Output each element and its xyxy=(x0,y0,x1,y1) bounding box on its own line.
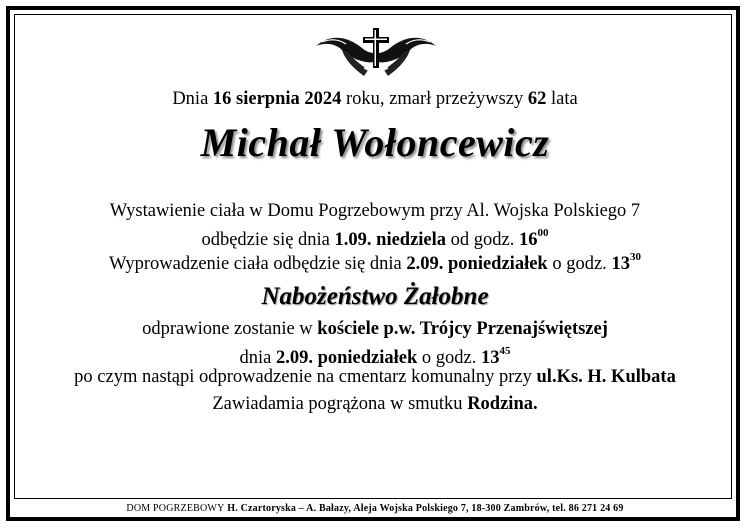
service-time-line: dnia 2.09. poniedziałek o godz. $13^{45}$ xyxy=(239,345,511,369)
viewing-location-line: Wystawienie ciała w Domu Pogrzebowym przy Al. Wojska Polskiego 7 xyxy=(109,201,641,221)
death-date: 16 sierpnia 2024 xyxy=(212,89,342,109)
cemetery-line: po czym nastąpi odprowadzenie na cmentarz komunalny przy ul.Ks. H. Kulbata xyxy=(74,367,676,387)
family-line: Zawiadamia pogrążona w smutku Rodzina. xyxy=(212,394,538,414)
viewing-time-line: odbędzie się dnia 1.09. niedziela od godz. $16^{00}$ xyxy=(201,227,549,251)
church-line: odprawione zostanie w kościele p.w. Trójcy Przenajświętszej xyxy=(142,319,608,339)
departure-time-line: Wyprowadzenie ciała odbędzie się dnia 2.09. poniedziałek o godz. $13^{30}$ xyxy=(109,251,641,275)
deceased-name: Michał Wołoncewicz xyxy=(200,120,550,165)
age: 62 xyxy=(527,89,547,109)
death-announcement-line: Dnia 16 sierpnia 2024 roku, zmarł przeżywszy 62 lata xyxy=(172,89,578,109)
footer-contact: DOM POGRZEBOWY H. Czartoryska – A. Bałazy, Aleja Wojska Polskiego 7, 18-300 Zambrów, tel. 86 271 24 69 xyxy=(126,503,624,514)
service-heading: Nabożeństwo Żałobne xyxy=(261,283,489,310)
cross-ribbon-icon xyxy=(312,24,440,82)
